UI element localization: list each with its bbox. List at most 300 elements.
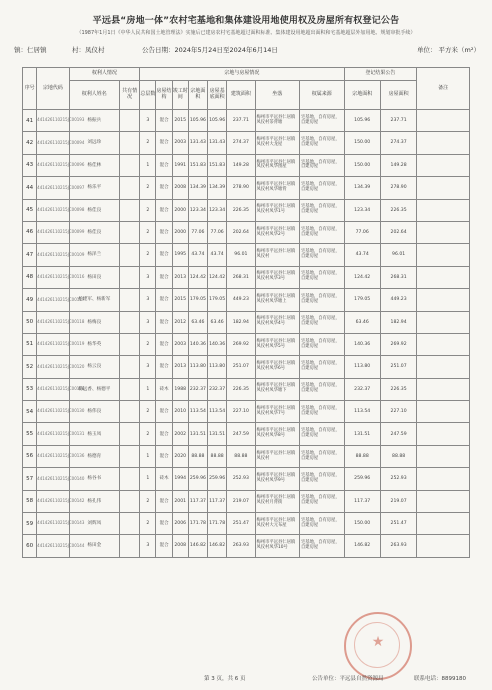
unit-label: 单位： 平方米（m²）	[416, 46, 480, 54]
cell-source: 宅基地，自有房屋，自建房屋	[300, 445, 345, 467]
cell-reg-parcel: 113.80	[344, 356, 380, 378]
cell-seq: 56	[23, 445, 37, 467]
cell-base-area: 259.96	[208, 468, 227, 490]
cell-reg-house: 251.07	[380, 356, 416, 378]
cell-floor-area: 237.71	[227, 110, 255, 132]
cell-reg-parcel: 259.96	[344, 468, 380, 490]
cell-reg-house: 96.01	[380, 244, 416, 266]
cell-floors: 3	[140, 356, 156, 378]
cell-floors: 2	[140, 490, 156, 512]
cell-code: 441426110215JC00094	[37, 132, 69, 154]
cell-source: 宅基地，自有房屋，自建房屋	[300, 266, 345, 288]
cell-reg-parcel: 88.88	[344, 445, 380, 467]
cell-floors: 2	[140, 177, 156, 199]
cell-floor-area: 449.23	[227, 289, 255, 311]
cell-source: 宅基地，自有房屋，自建房屋	[300, 132, 345, 154]
cell-structure: 混合	[156, 445, 172, 467]
cell-source: 宅基地，自有房屋，自建房屋	[300, 199, 345, 221]
cell-right-holder: 杨孔伟	[69, 490, 120, 512]
cell-right-holder: 杨佳良	[69, 199, 120, 221]
header-structure: 房屋结构	[156, 81, 172, 110]
cell-seq: 47	[23, 244, 37, 266]
cell-floor-area: 274.37	[227, 132, 255, 154]
header-co-owner: 共有情况	[120, 81, 140, 110]
cell-co-owner	[120, 177, 140, 199]
header-notes: 备注	[417, 68, 470, 110]
cell-floors: 2	[140, 221, 156, 243]
cell-location: 梅州市平远县仁居镇凤仪村凤华9号	[255, 468, 299, 490]
cell-base-area: 179.05	[208, 289, 227, 311]
cell-code: 441426110215JC00193	[37, 110, 69, 132]
cell-base-area: 232.37	[208, 378, 227, 400]
cell-notes	[417, 132, 470, 154]
cell-parcel-area: 123.34	[188, 199, 207, 221]
cell-floors: 3	[140, 266, 156, 288]
cell-parcel-area: 43.74	[188, 244, 207, 266]
cell-reg-house: 182.94	[380, 311, 416, 333]
cell-base-area: 88.88	[208, 445, 227, 467]
cell-year: 2015	[172, 289, 188, 311]
cell-base-area: 113.80	[208, 356, 227, 378]
cell-seq: 44	[23, 177, 37, 199]
cell-floor-area: 252.93	[227, 468, 255, 490]
cell-seq: 59	[23, 513, 37, 535]
cell-year: 1991	[172, 154, 188, 176]
cell-floor-area: 88.88	[227, 445, 255, 467]
cell-code: 441426110215JC00118	[37, 311, 69, 333]
cell-code: 441426110215JC00098	[37, 199, 69, 221]
cell-parcel-area: 131.43	[188, 132, 207, 154]
cell-year: 2000	[172, 221, 188, 243]
cell-notes	[417, 535, 470, 557]
cell-right-holder: 杨建军、杨新军	[69, 289, 120, 311]
header-right-holder: 权利人姓名	[69, 81, 120, 110]
cell-notes	[417, 177, 470, 199]
cell-location: 梅州市平远县仁居镇凤仪村大元布屋	[255, 513, 299, 535]
cell-right-holder: 刘辉凤	[69, 513, 120, 535]
cell-floor-area: 96.01	[227, 244, 255, 266]
cell-structure: 混合	[156, 490, 172, 512]
cell-base-area: 131.51	[208, 423, 227, 445]
cell-notes	[417, 110, 470, 132]
cell-co-owner	[120, 154, 140, 176]
cell-reg-parcel: 43.74	[344, 244, 380, 266]
cell-year: 2008	[172, 177, 188, 199]
cell-location: 梅州市平远县仁居镇凤仪村凤华7号	[255, 401, 299, 423]
cell-notes	[417, 378, 470, 400]
cell-floors: 1	[140, 468, 156, 490]
cell-source: 宅基地，自有房屋，自建房屋	[300, 401, 345, 423]
cell-right-holder: 杨玉凤	[69, 423, 120, 445]
cell-seq: 57	[23, 468, 37, 490]
cell-right-holder: 杨云良	[69, 356, 120, 378]
cell-parcel-area: 179.05	[188, 289, 207, 311]
cell-floors: 3	[140, 311, 156, 333]
cell-structure: 混合	[156, 266, 172, 288]
cell-structure: 混合	[156, 289, 172, 311]
cell-base-area: 124.42	[208, 266, 227, 288]
cell-reg-house: 237.71	[380, 110, 416, 132]
cell-seq: 42	[23, 132, 37, 154]
cell-location: 梅州市平远县仁居镇凤仪村月背街	[255, 490, 299, 512]
cell-parcel-area: 140.36	[188, 333, 207, 355]
table-body	[23, 110, 470, 558]
cell-notes	[417, 468, 470, 490]
cell-floor-area: 263.93	[227, 535, 255, 557]
cell-parcel-area: 134.39	[188, 177, 207, 199]
cell-co-owner	[120, 490, 140, 512]
cell-floors: 2	[140, 423, 156, 445]
header-code: 宗地代码	[37, 68, 69, 110]
cell-floors: 1	[140, 378, 156, 400]
cell-location: 梅州市平远县仁居镇凤仪村凤华1号	[255, 199, 299, 221]
cell-code: 441426110215JC00144	[37, 535, 69, 557]
announcement-dates: 公告日期：2024年5月24日至2024年6月14日	[142, 46, 278, 54]
cell-base-area: 171.78	[208, 513, 227, 535]
cell-structure: 混合	[156, 244, 172, 266]
cell-year: 2003	[172, 333, 188, 355]
cell-year: 2020	[172, 445, 188, 467]
cell-base-area: 131.43	[208, 132, 227, 154]
cell-co-owner	[120, 445, 140, 467]
cell-reg-parcel: 131.51	[344, 423, 380, 445]
cell-co-owner	[120, 401, 140, 423]
cell-year: 2001	[172, 490, 188, 512]
cell-code: 441426110215JC00142	[37, 490, 69, 512]
cell-right-holder: 杨梅良	[69, 311, 120, 333]
table-row	[23, 378, 470, 400]
cell-code: 441426110215JC00119	[37, 333, 69, 355]
cell-code: 441426110215JC00128	[37, 378, 69, 400]
cell-floor-area: 251.47	[227, 513, 255, 535]
cell-base-area: 77.06	[208, 221, 227, 243]
page-title: 平远县“房地一体”农村宅基地和集体建设用地使用权及房屋所有权登记公告	[92, 16, 400, 26]
table-row	[23, 199, 470, 221]
cell-parcel-area: 124.42	[188, 266, 207, 288]
table-row	[23, 535, 470, 557]
cell-floor-area: 219.07	[227, 490, 255, 512]
cell-right-holder: 杨伟良	[69, 401, 120, 423]
table-row	[23, 154, 470, 176]
cell-base-area: 113.54	[208, 401, 227, 423]
cell-seq: 41	[23, 110, 37, 132]
cell-base-area: 140.36	[208, 333, 227, 355]
cell-reg-house: 227.10	[380, 401, 416, 423]
cell-source: 宅基地，自有房屋，自建房屋	[300, 378, 345, 400]
cell-co-owner	[120, 289, 140, 311]
cell-reg-parcel: 150.00	[344, 132, 380, 154]
cell-reg-parcel: 105.96	[344, 110, 380, 132]
cell-parcel-area: 63.46	[188, 311, 207, 333]
cell-right-holder: 杨乐平	[69, 177, 120, 199]
cell-year: 2013	[172, 356, 188, 378]
cell-floors: 3	[140, 289, 156, 311]
header-location: 坐落	[255, 81, 299, 110]
town-label: 镇：仁居镇	[14, 46, 47, 54]
header-floors: 总层数	[140, 81, 156, 110]
table-row	[23, 311, 470, 333]
cell-reg-house: 274.37	[380, 132, 416, 154]
cell-right-holder: 杨田良	[69, 266, 120, 288]
cell-reg-house: 226.35	[380, 378, 416, 400]
cell-code: 441426110215JC00109	[37, 244, 69, 266]
cell-floor-area: 202.64	[227, 221, 255, 243]
cell-parcel-area: 151.83	[188, 154, 207, 176]
cell-location: 梅州市平远县仁居镇凤仪村凤华5号	[255, 333, 299, 355]
cell-reg-parcel: 150.00	[344, 154, 380, 176]
cell-notes	[417, 513, 470, 535]
cell-structure: 砖木	[156, 468, 172, 490]
table-row	[23, 266, 470, 288]
cell-seq: 55	[23, 423, 37, 445]
cell-right-holder: 杨佳良	[69, 221, 120, 243]
cell-reg-parcel: 63.46	[344, 311, 380, 333]
cell-location: 梅州市平远县仁居镇凤仪村	[255, 445, 299, 467]
cell-location: 梅州市平远县仁居镇凤仪村凤华3号	[255, 266, 299, 288]
table-row	[23, 110, 470, 132]
cell-right-holder: 刘远珍	[69, 132, 120, 154]
cell-location: 梅州市平远县仁居镇凤仪村茶背塘	[255, 110, 299, 132]
cell-source: 宅基地，自有房屋，自建房屋	[300, 154, 345, 176]
cell-reg-house: 449.23	[380, 289, 416, 311]
cell-source: 宅基地，自有房屋，自建房屋	[300, 311, 345, 333]
cell-notes	[417, 490, 470, 512]
cell-structure: 混合	[156, 199, 172, 221]
cell-base-area: 134.39	[208, 177, 227, 199]
cell-notes	[417, 333, 470, 355]
cell-source: 宅基地，自有房屋，自建房屋	[300, 490, 345, 512]
cell-parcel-area: 113.54	[188, 401, 207, 423]
cell-year: 2013	[172, 266, 188, 288]
cell-base-area: 105.96	[208, 110, 227, 132]
cell-floor-area: 268.31	[227, 266, 255, 288]
cell-parcel-area: 113.80	[188, 356, 207, 378]
cell-floor-area: 227.10	[227, 401, 255, 423]
cell-co-owner	[120, 513, 140, 535]
cell-base-area: 151.83	[208, 154, 227, 176]
cell-code: 441426110215JC00097	[37, 177, 69, 199]
cell-source: 宅基地，自有房屋，自建房屋	[300, 221, 345, 243]
cell-reg-parcel: 77.06	[344, 221, 380, 243]
table-row	[23, 468, 470, 490]
cell-notes	[417, 221, 470, 243]
cell-source: 宅基地，自有房屋，自建房屋	[300, 513, 345, 535]
cell-location: 梅州市平远县仁居镇凤仪村凤华围屋	[255, 154, 299, 176]
cell-notes	[417, 423, 470, 445]
cell-floors: 2	[140, 513, 156, 535]
cell-location: 梅州市平远县仁居镇凤仪村大龙屋	[255, 132, 299, 154]
cell-reg-parcel: 140.36	[344, 333, 380, 355]
cell-seq: 52	[23, 356, 37, 378]
table-row	[23, 244, 470, 266]
cell-year: 2008	[172, 535, 188, 557]
cell-code: 441426110215JC00120	[37, 356, 69, 378]
table-row	[23, 513, 470, 535]
cell-year: 2003	[172, 132, 188, 154]
cell-base-area: 117.37	[208, 490, 227, 512]
cell-year: 1995	[172, 244, 188, 266]
cell-reg-house: 247.59	[380, 423, 416, 445]
table-row	[23, 333, 470, 355]
cell-reg-parcel: 117.37	[344, 490, 380, 512]
cell-code: 441426110215JC00136	[37, 445, 69, 467]
page-subtitle: （1987年1月1日《中华人民共和国土地管理法》实施后已建房农村宅基地超过面积标准、集体建设用地超出面积和宅基地超层外加用地、规划审批手续）	[76, 30, 416, 36]
header-rights-group: 权利人情况	[69, 68, 140, 81]
cell-structure: 混合	[156, 423, 172, 445]
cell-co-owner	[120, 535, 140, 557]
village-label: 村：凤仪村	[72, 46, 105, 54]
cell-structure: 混合	[156, 221, 172, 243]
cell-structure: 混合	[156, 535, 172, 557]
cell-reg-parcel: 123.34	[344, 199, 380, 221]
cell-parcel-area: 146.82	[188, 535, 207, 557]
cell-seq: 45	[23, 199, 37, 221]
table-row	[23, 490, 470, 512]
cell-notes	[417, 401, 470, 423]
cell-floor-area: 182.94	[227, 311, 255, 333]
cell-reg-house: 278.90	[380, 177, 416, 199]
cell-co-owner	[120, 244, 140, 266]
table-row	[23, 423, 470, 445]
cell-code: 441426110215JC00116	[37, 266, 69, 288]
cell-reg-house: 219.07	[380, 490, 416, 512]
cell-floors: 1	[140, 154, 156, 176]
cell-year: 2000	[172, 199, 188, 221]
header-land-group: 宗地与房屋情况	[140, 68, 344, 81]
cell-reg-house: 252.93	[380, 468, 416, 490]
cell-notes	[417, 356, 470, 378]
header-seq: 序号	[23, 68, 37, 110]
cell-right-holder: 杨谷书	[69, 468, 120, 490]
cell-parcel-area: 259.96	[188, 468, 207, 490]
cell-structure: 混合	[156, 177, 172, 199]
cell-co-owner	[120, 199, 140, 221]
cell-floor-area: 269.92	[227, 333, 255, 355]
header-year: 竣工时间	[172, 81, 188, 110]
cell-floors: 3	[140, 535, 156, 557]
cell-reg-parcel: 113.54	[344, 401, 380, 423]
cell-seq: 43	[23, 154, 37, 176]
cell-parcel-area: 105.96	[188, 110, 207, 132]
cell-seq: 48	[23, 266, 37, 288]
cell-base-area: 63.46	[208, 311, 227, 333]
cell-structure: 混合	[156, 356, 172, 378]
cell-floor-area: 247.59	[227, 423, 255, 445]
cell-co-owner	[120, 132, 140, 154]
cell-year: 1994	[172, 468, 188, 490]
cell-reg-parcel: 124.42	[344, 266, 380, 288]
cell-location: 梅州市平远县仁居镇凤仪村凤华6号	[255, 356, 299, 378]
cell-seq: 46	[23, 221, 37, 243]
cell-source: 宅基地，自有房屋，自建房屋	[300, 535, 345, 557]
cell-source: 宅基地，自有房屋，自建房屋	[300, 423, 345, 445]
cell-year: 1988	[172, 378, 188, 400]
cell-structure: 混合	[156, 311, 172, 333]
cell-notes	[417, 244, 470, 266]
table-row	[23, 289, 470, 311]
cell-source: 宅基地，自有房屋，自建房屋	[300, 177, 345, 199]
cell-co-owner	[120, 333, 140, 355]
cell-year: 2006	[172, 513, 188, 535]
page-number: 第 3 页，共 6 页	[204, 676, 246, 682]
cell-reg-parcel: 232.37	[344, 378, 380, 400]
cell-co-owner	[120, 378, 140, 400]
cell-reg-house: 263.93	[380, 535, 416, 557]
header-floor-area: 建筑面积	[227, 81, 255, 110]
cell-notes	[417, 266, 470, 288]
cell-source: 宅基地，自有房屋，自建房屋	[300, 244, 345, 266]
cell-source: 宅基地，自有房屋，自建房屋	[300, 110, 345, 132]
cell-floors: 2	[140, 401, 156, 423]
cell-parcel-area: 232.37	[188, 378, 207, 400]
cell-floor-area: 149.28	[227, 154, 255, 176]
cell-right-holder: 杨德育	[69, 445, 120, 467]
cell-co-owner	[120, 110, 140, 132]
cell-parcel-area: 88.88	[188, 445, 207, 467]
cell-reg-house: 149.28	[380, 154, 416, 176]
cell-right-holder: 杨田金	[69, 535, 120, 557]
cell-floors: 3	[140, 110, 156, 132]
cell-floors: 1	[140, 445, 156, 467]
cell-code: 441426110215JC00099	[37, 221, 69, 243]
contact-phone: 联系电话：8899180	[414, 676, 466, 682]
cell-parcel-area: 117.37	[188, 490, 207, 512]
cell-reg-house: 202.64	[380, 221, 416, 243]
cell-right-holder: 杨泽兰	[69, 244, 120, 266]
cell-reg-parcel: 146.82	[344, 535, 380, 557]
cell-floor-area: 278.90	[227, 177, 255, 199]
cell-co-owner	[120, 311, 140, 333]
cell-source: 宅基地，自有房屋，自建房屋	[300, 356, 345, 378]
cell-reg-house: 88.88	[380, 445, 416, 467]
cell-floor-area: 226.35	[227, 378, 255, 400]
cell-seq: 49	[23, 289, 37, 311]
header-base-area: 房屋基底面积	[208, 81, 227, 110]
cell-seq: 60	[23, 535, 37, 557]
cell-co-owner	[120, 468, 140, 490]
cell-floors: 2	[140, 333, 156, 355]
header-reg-house: 房屋面积	[380, 81, 416, 110]
cell-notes	[417, 445, 470, 467]
cell-co-owner	[120, 423, 140, 445]
table-row	[23, 132, 470, 154]
cell-source: 宅基地，自有房屋，自建房屋	[300, 333, 345, 355]
cell-reg-parcel: 134.39	[344, 177, 380, 199]
announcing-unit: 公告单位：平远县自然资源局	[312, 676, 384, 682]
cell-reg-house: 251.47	[380, 513, 416, 535]
cell-structure: 混合	[156, 513, 172, 535]
cell-location: 梅州市平远县仁居镇凤仪村凤华4号	[255, 311, 299, 333]
cell-base-area: 146.82	[208, 535, 227, 557]
seal-star-icon: ★	[371, 634, 385, 650]
registration-table	[22, 67, 470, 558]
cell-structure: 混合	[156, 333, 172, 355]
cell-location: 梅州市平远县仁居镇凤仪村凤华8号	[255, 423, 299, 445]
cell-seq: 54	[23, 401, 37, 423]
cell-location: 梅州市平远县仁居镇凤仪村凤华塘下	[255, 378, 299, 400]
cell-floors: 2	[140, 199, 156, 221]
cell-notes	[417, 199, 470, 221]
cell-notes	[417, 154, 470, 176]
cell-year: 2015	[172, 110, 188, 132]
cell-floors: 2	[140, 132, 156, 154]
cell-code: 441426110215JC00140	[37, 468, 69, 490]
cell-notes	[417, 289, 470, 311]
official-seal	[344, 612, 412, 680]
cell-structure: 混合	[156, 401, 172, 423]
cell-code: 441426110215JC00143	[37, 513, 69, 535]
cell-co-owner	[120, 266, 140, 288]
